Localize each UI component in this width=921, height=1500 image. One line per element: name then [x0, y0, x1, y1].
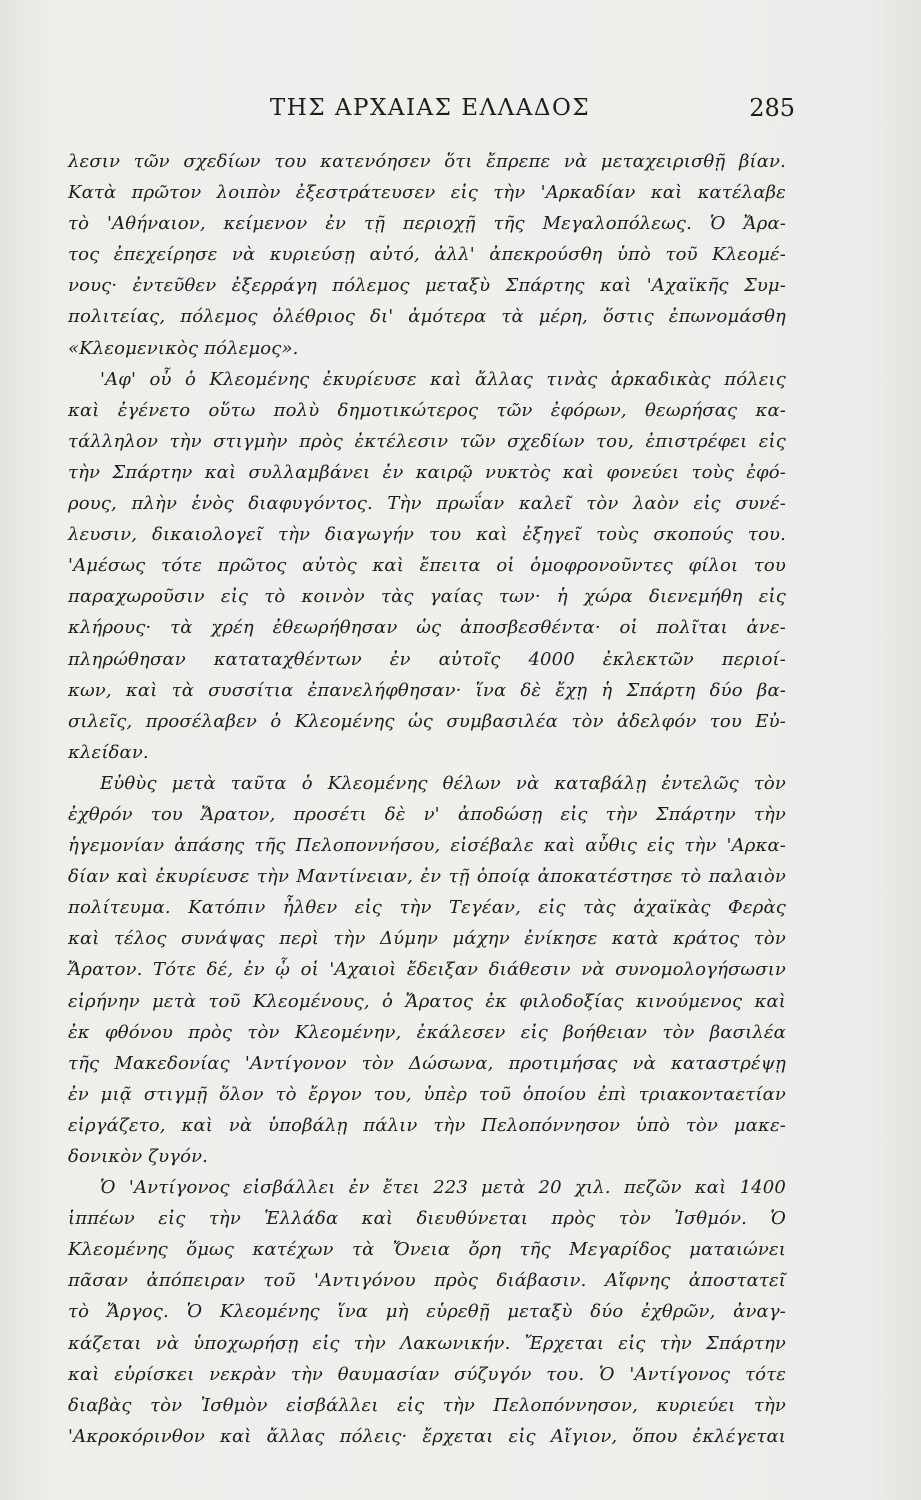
- text-line: τὸ Ἄργος. Ὁ Κλεομένης ἵνα μὴ εὑρεθῇ μεταξὺ δύο ἐχθρῶν, ἀναγ-: [68, 1301, 786, 1323]
- text-line: ἐκ φθόνου πρὸς τὸν Κλεομένην, ἐκάλεσεν εἰς βοήθειαν τὸν βασιλέα: [68, 1021, 786, 1043]
- running-title: ΤΗΣ ΑΡΧΑΙΑΣ ΕΛΛΑΔΟΣ: [269, 95, 591, 121]
- text-line: κλήρους· τὰ χρέη ἐθεωρήθησαν ὡς ἀποσβεσθέντα· οἱ πολῖται ἀνε-: [68, 617, 786, 639]
- paragraph-start-line: Εὐθὺς μετὰ ταῦτα ὁ Κλεομένης θέλων νὰ καταβάλῃ ἐντελῶς τὸν: [100, 772, 786, 794]
- page-header: [0, 90, 921, 126]
- text-line: παραχωροῦσιν εἰς τὸ κοινὸν τὰς γαίας των· ἡ χώρα διενεμήθη εἰς: [68, 586, 786, 608]
- text-line: τος ἐπεχείρησε νὰ κυριεύσῃ αὐτό, ἀλλ' ἀπεκρούσθη ὑπὸ τοῦ Κλεομέ-: [68, 244, 786, 266]
- text-line: ἐχθρόν του Ἄρατον, προσέτι δὲ ν' ἀποδώσῃ εἰς τὴν Σπάρτην τὴν: [68, 803, 786, 825]
- text-line: ρους, πλὴν ἑνὸς διαφυγόντος. Τὴν πρωΐαν καλεῖ τὸν λαὸν εἰς συνέ-: [68, 493, 786, 515]
- text-line: καὶ τέλος συνάψας περὶ τὴν Δύμην μάχην ἐνίκησε κατὰ κράτος τὸν: [68, 928, 786, 950]
- text-line: πολίτευμα. Κατόπιν ἦλθεν εἰς τὴν Τεγέαν, εἰς τὰς ἀχαϊκὰς Φερὰς: [68, 897, 786, 919]
- text-line: Κλεομένης ὅμως κατέχων τὰ Ὄνεια ὄρη τῆς Μεγαρίδος ματαιώνει: [68, 1239, 786, 1261]
- text-line: «Κλεομενικὸς πόλεμος».: [68, 337, 299, 359]
- text-line: ἱππέων εἰς τὴν Ἑλλάδα καὶ διευθύνεται πρὸς τὸν Ἰσθμόν. Ὁ: [68, 1208, 786, 1230]
- body-text: [68, 146, 786, 1452]
- text-line: ἐν μιᾷ στιγμῇ ὅλον τὸ ἔργον του, ὑπὲρ τοῦ ὁποίου ἐπὶ τριακονταετίαν: [68, 1083, 786, 1105]
- text-line: λευσιν, δικαιολογεῖ τὴν διαγωγήν του καὶ ἐξηγεῖ τοὺς σκοπούς του.: [68, 524, 786, 546]
- text-line: Κατὰ πρῶτον λοιπὸν ἐξεστράτευσεν εἰς τὴν 'Αρκαδίαν καὶ κατέλαβε: [68, 182, 786, 204]
- paragraph-start-line: 'Αφ' οὗ ὁ Κλεομένης ἐκυρίευσε καὶ ἄλλας τινὰς ἀρκαδικὰς πόλεις: [100, 368, 786, 390]
- text-line: δονικὸν ζυγόν.: [68, 1146, 209, 1167]
- text-line: καὶ εὑρίσκει νεκρὰν τὴν θαυμασίαν σύζυγόν του. Ὁ 'Αντίγονος τότε: [68, 1363, 786, 1385]
- text-line: διαβὰς τὸν Ἰσθμὸν εἰσβάλλει εἰς τὴν Πελοπόννησον, κυριεύει τὴν: [68, 1394, 786, 1416]
- text-line: πολιτείας, πόλεμος ὀλέθριος δι' ἀμότερα τὰ μέρη, ὅστις ἐπωνομάσθη: [68, 306, 786, 328]
- text-line: πληρώθησαν καταταχθέντων ἐν αὐτοῖς 4000 ἐκλεκτῶν περιοί-: [68, 648, 786, 670]
- text-line: δίαν καὶ ἐκυρίευσε τὴν Μαντίνειαν, ἐν τῇ ὁποίᾳ ἀποκατέστησε τὸ παλαιὸν: [68, 866, 786, 888]
- text-line: τάλληλον τὴν στιγμὴν πρὸς ἐκτέλεσιν τῶν σχεδίων του, ἐπιστρέφει εἰς: [68, 430, 786, 452]
- text-line: τὸ 'Αθήναιον, κείμενον ἐν τῇ περιοχῇ τῆς Μεγαλοπόλεως. Ὁ Ἄρα-: [68, 213, 786, 235]
- text-line: τῆς Μακεδονίας 'Αντίγονον τὸν Δώσωνα, προτιμήσας νὰ καταστρέψῃ: [68, 1052, 786, 1074]
- text-line: 'Ακροκόρινθον καὶ ἄλλας πόλεις· ἔρχεται εἰς Αἴγιον, ὅπου ἐκλέγεται: [68, 1425, 786, 1447]
- page-number: 285: [749, 94, 795, 122]
- text-line: λεσιν τῶν σχεδίων του κατενόησεν ὅτι ἔπρεπε νὰ μεταχειρισθῇ βίαν.: [68, 151, 786, 172]
- text-line: καὶ ἐγένετο οὕτω πολὺ δημοτικώτερος τῶν ἐφόρων, θεωρήσας κα-: [68, 399, 786, 421]
- text-line: σιλεῖς, προσέλαβεν ὁ Κλεομένης ὡς συμβασιλέα τὸν ἀδελφόν του Εὐ-: [68, 710, 786, 732]
- text-line: εἰρήνην μετὰ τοῦ Κλεομένους, ὁ Ἄρατος ἐκ φιλοδοξίας κινούμενος καὶ: [68, 990, 786, 1012]
- text-line: τὴν Σπάρτην καὶ συλλαμβάνει ἐν καιρῷ νυκτὸς καὶ φονεύει τοὺς ἐφό-: [68, 461, 786, 483]
- text-line: πᾶσαν ἀπόπειραν τοῦ 'Αντιγόνου πρὸς διάβασιν. Αἴφνης ἀποστατεῖ: [68, 1270, 786, 1292]
- text-line: κων, καὶ τὰ συσσίτια ἐπανελήφθησαν· ἵνα δὲ ἔχῃ ἡ Σπάρτη δύο βα-: [68, 679, 786, 701]
- text-line: κάζεται νὰ ὑποχωρήσῃ εἰς τὴν Λακωνικήν. Ἔρχεται εἰς τὴν Σπάρτην: [68, 1332, 786, 1354]
- text-line: εἰργάζετο, καὶ νὰ ὑποβάλῃ πάλιν τὴν Πελοπόννησον ὑπὸ τὸν μακε-: [68, 1114, 786, 1136]
- text-line: κλείδαν.: [68, 741, 149, 763]
- text-line: νους· ἐντεῦθεν ἐξερράγη πόλεμος μεταξὺ Σπάρτης καὶ 'Αχαϊκῆς Συμ-: [68, 275, 786, 297]
- text-line: ἡγεμονίαν ἁπάσης τῆς Πελοποννήσου, εἰσέβαλε καὶ αὖθις εἰς τὴν 'Αρκα-: [68, 835, 786, 857]
- text-line: Ἄρατον. Τότε δέ, ἐν ᾧ οἱ 'Αχαιοὶ ἔδειξαν διάθεσιν νὰ συνομολογήσωσιν: [68, 959, 786, 981]
- text-line: 'Αμέσως τότε πρῶτος αὐτὸς καὶ ἔπειτα οἱ ὁμοφρονοῦντες φίλοι του: [68, 555, 786, 577]
- paragraph-start-line: Ὁ 'Αντίγονος εἰσβάλλει ἐν ἔτει 223 μετὰ 20 χιλ. πεζῶν καὶ 1400: [100, 1177, 786, 1199]
